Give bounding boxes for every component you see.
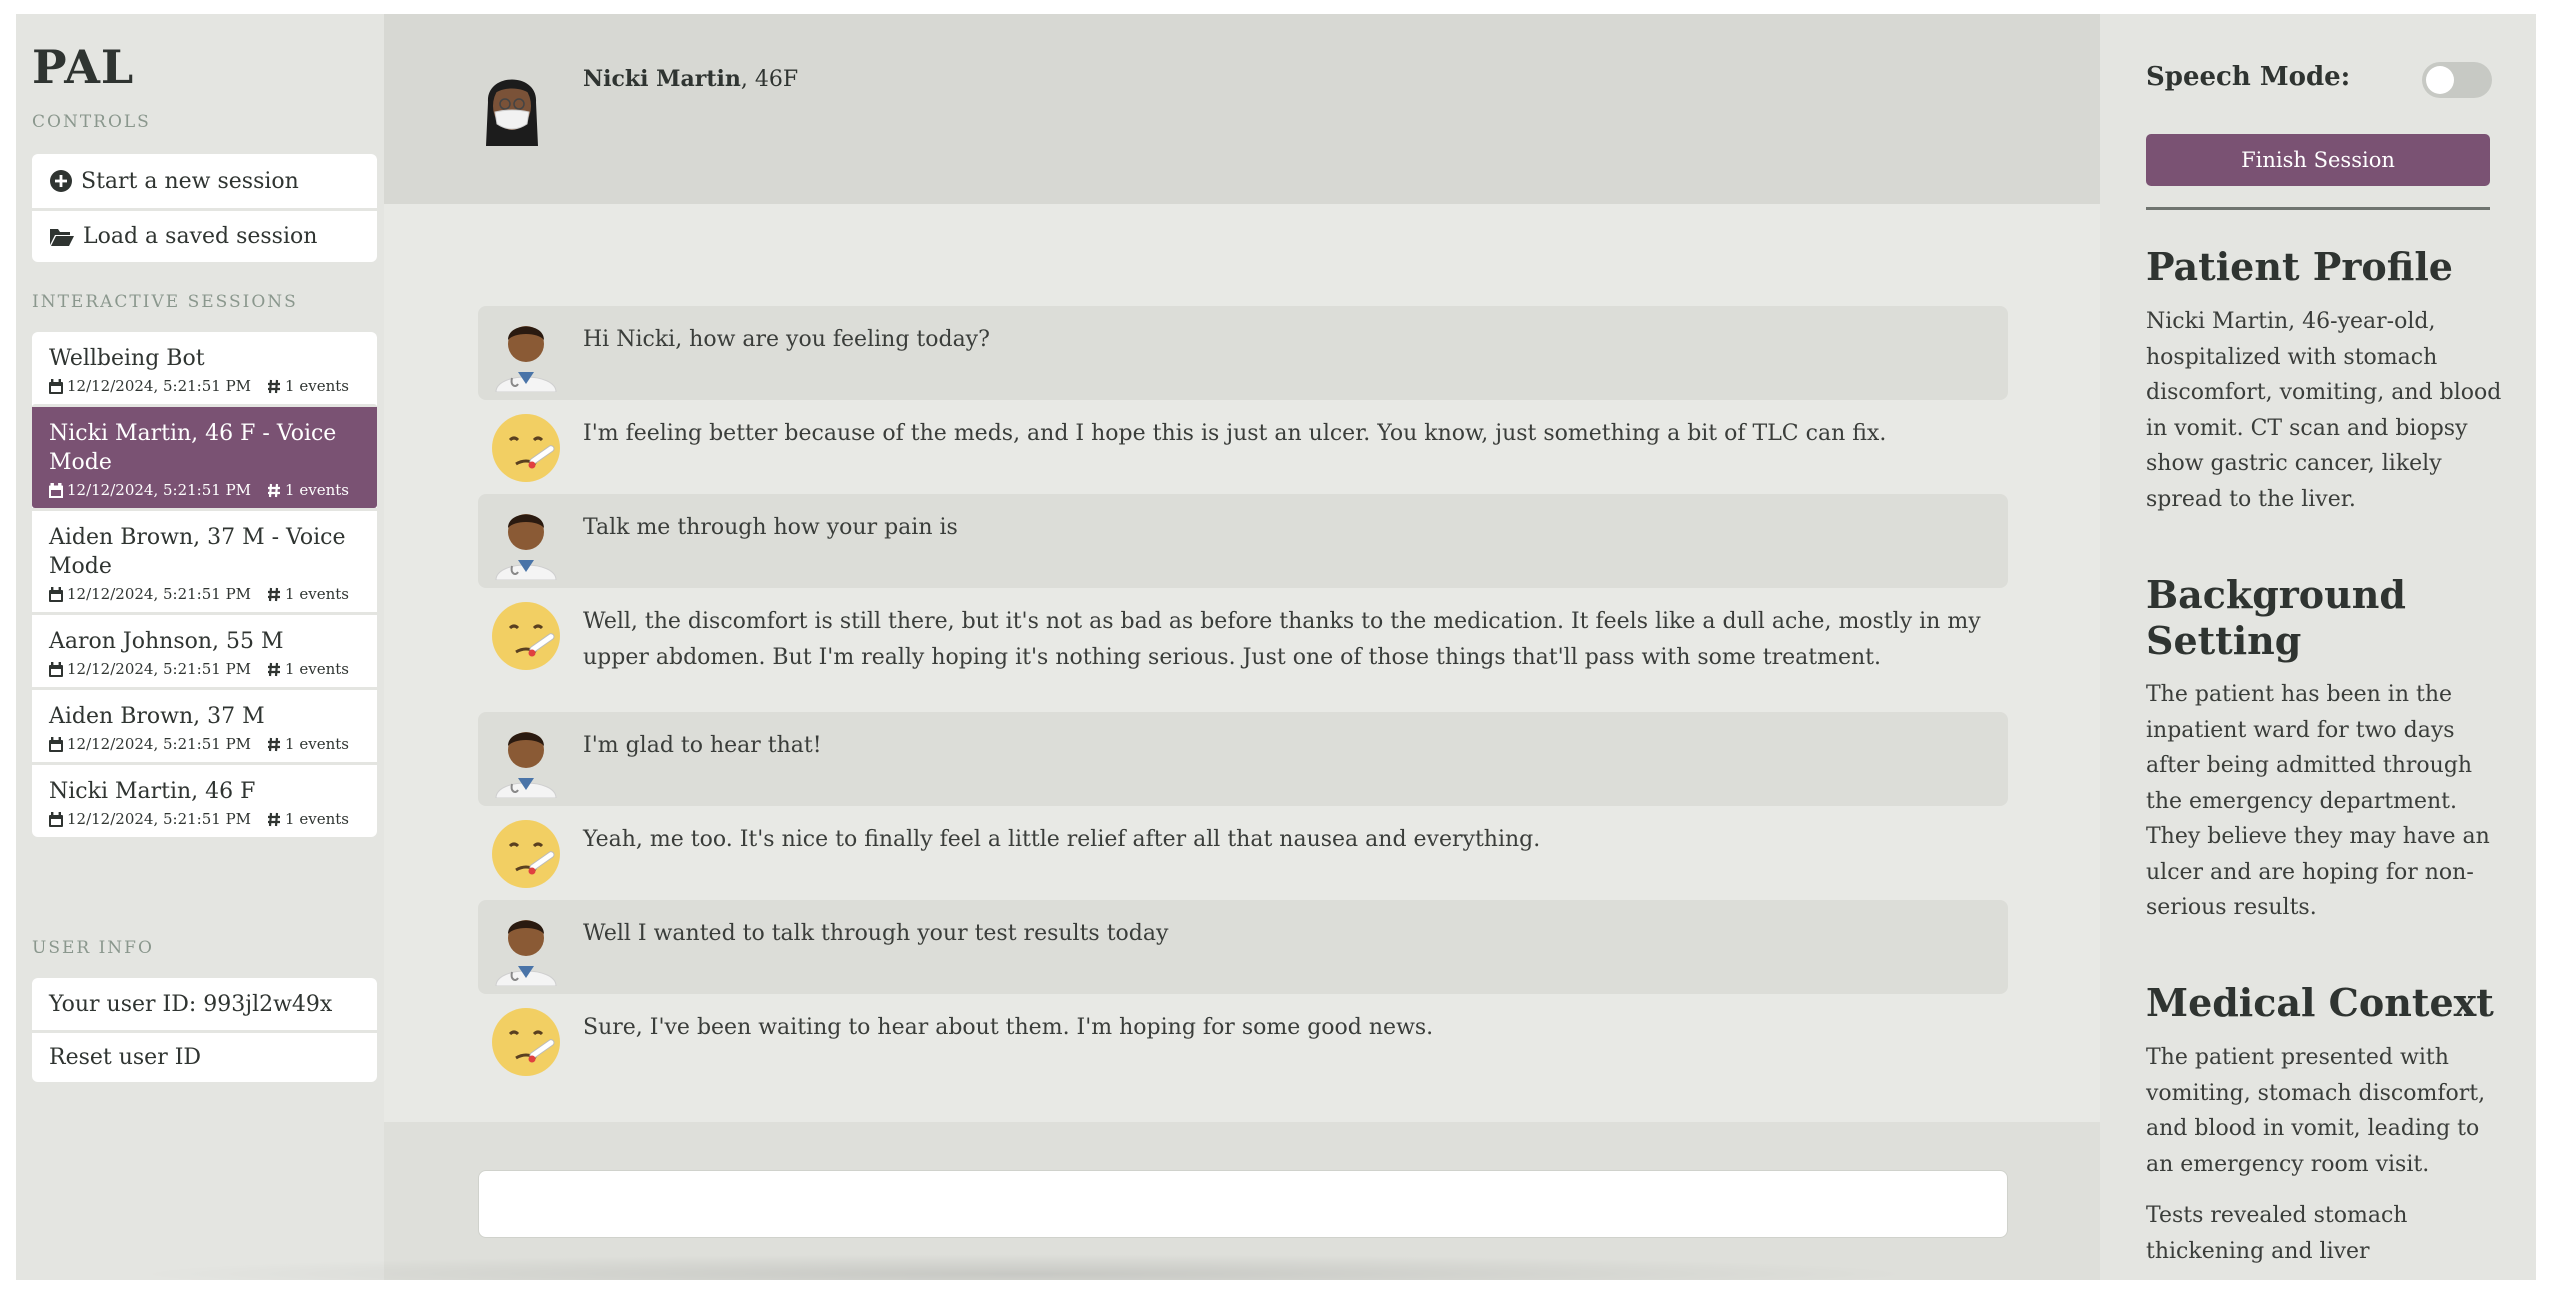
doctor-avatar-icon — [488, 720, 564, 798]
session-date: 12/12/2024, 5:21:51 PM — [67, 585, 252, 603]
message-doctor — [478, 900, 2008, 994]
interactive-sessions-label: INTERACTIVE SESSIONS — [32, 292, 298, 312]
session-title: Nicki Martin, 46 F — [49, 779, 256, 804]
session-events: 1 events — [285, 481, 349, 499]
chat-area — [384, 14, 2100, 1280]
session-item[interactable] — [32, 332, 377, 404]
hash-icon — [267, 662, 281, 677]
message-text: Well, the discomfort is still there, but it's not as bad as before thanks to the medication. It feels like a dull ache, mostly in my upper abdomen. But I'm really hoping it's nothing serious. Just one of those things that'll pass with some treatment. — [583, 609, 1981, 670]
calendar-icon — [49, 737, 63, 752]
patient-meta: , 46F — [740, 67, 799, 92]
hash-icon — [267, 379, 281, 394]
session-title: Nicki Martin, 46 F - Voice Mode — [49, 421, 337, 475]
message-text: I'm feeling better because of the meds, and I hope this is just an ulcer. You know, just something a bit of TLC can fix. — [583, 421, 1887, 446]
plus-circle-icon — [49, 169, 73, 193]
doctor-avatar-icon — [488, 502, 564, 580]
sick-face-avatar-icon — [488, 1002, 564, 1080]
session-item[interactable] — [32, 762, 377, 837]
sick-face-avatar-icon — [488, 408, 564, 486]
chat-header — [384, 14, 2100, 204]
background-setting-heading: Background Setting — [2146, 572, 2406, 663]
user-info-label: USER INFO — [32, 938, 154, 958]
message-text: Hi Nicki, how are you feeling today? — [583, 327, 990, 352]
controls-label: CONTROLS — [32, 112, 151, 132]
load-saved-session-button[interactable] — [32, 208, 377, 262]
divider — [2146, 207, 2490, 210]
session-date: 12/12/2024, 5:21:51 PM — [67, 810, 252, 828]
app-window — [16, 14, 2536, 1280]
user-info-card — [32, 978, 377, 1082]
calendar-icon — [49, 379, 63, 394]
calendar-icon — [49, 662, 63, 677]
doctor-avatar-icon — [488, 908, 564, 986]
session-events: 1 events — [285, 377, 349, 395]
hash-icon — [267, 812, 281, 827]
reset-user-id-button[interactable]: Reset user ID — [32, 1030, 377, 1082]
finish-session-button[interactable]: Finish Session — [2146, 134, 2490, 186]
patient-name: Nicki Martin — [583, 66, 741, 92]
message-patient — [478, 400, 2008, 494]
hash-icon — [267, 737, 281, 752]
sessions-list — [32, 332, 377, 837]
message-text: Yeah, me too. It's nice to finally feel a little relief after all that nausea and everything. — [583, 827, 1541, 852]
session-item[interactable] — [32, 687, 377, 762]
message-patient — [478, 806, 2008, 900]
controls-card — [32, 154, 377, 262]
medical-context-heading: Medical Context — [2146, 980, 2494, 1025]
session-date: 12/12/2024, 5:21:51 PM — [67, 377, 252, 395]
session-item[interactable] — [32, 612, 377, 687]
session-title: Wellbeing Bot — [49, 346, 205, 371]
user-id-display: Your user ID: 993jl2w49x — [49, 991, 333, 1017]
calendar-icon — [49, 812, 63, 827]
session-panel — [2100, 14, 2536, 1280]
session-events: 1 events — [285, 735, 349, 753]
message-doctor — [478, 494, 2008, 588]
start-new-session-button[interactable] — [32, 154, 377, 208]
session-title: Aiden Brown, 37 M - Voice Mode — [49, 525, 346, 579]
session-date: 12/12/2024, 5:21:51 PM — [67, 481, 252, 499]
medical-context-text-2: Tests revealed stomach thickening and liver — [2146, 1203, 2408, 1264]
sidebar — [16, 14, 384, 1280]
session-date: 12/12/2024, 5:21:51 PM — [67, 735, 252, 753]
calendar-icon — [49, 483, 63, 498]
session-events: 1 events — [285, 585, 349, 603]
patient-masked-avatar-icon — [480, 62, 544, 152]
session-date: 12/12/2024, 5:21:51 PM — [67, 660, 252, 678]
message-patient — [478, 994, 2008, 1088]
app-title: PAL — [32, 40, 135, 94]
message-text: Talk me through how your pain is — [583, 515, 958, 540]
session-item-active[interactable] — [32, 404, 377, 508]
message-text: Sure, I've been waiting to hear about them. I'm hoping for some good news. — [583, 1015, 1434, 1040]
sick-face-avatar-icon — [488, 814, 564, 892]
folder-open-icon — [49, 226, 75, 248]
message-doctor — [478, 306, 2008, 400]
hash-icon — [267, 587, 281, 602]
load-saved-session-label: Load a saved session — [83, 224, 318, 249]
speech-mode-label: Speech Mode: — [2146, 62, 2351, 92]
session-events: 1 events — [285, 660, 349, 678]
speech-mode-toggle[interactable] — [2422, 62, 2492, 98]
chat-patient-title — [583, 66, 798, 92]
medical-context-text: The patient presented with vomiting, stomach discomfort, and blood in vomit, leading to an emergency room visit. — [2146, 1045, 2486, 1177]
session-item[interactable] — [32, 508, 377, 612]
doctor-avatar-icon — [488, 314, 564, 392]
message-input[interactable] — [478, 1170, 2008, 1238]
background-setting-text: The patient has been in the inpatient ward for two days after being admitted through the emergency department. They believe they may have an ulcer and are hoping for non-serious results. — [2146, 682, 2490, 920]
session-events: 1 events — [285, 810, 349, 828]
message-text: I'm glad to hear that! — [583, 733, 822, 758]
session-title: Aaron Johnson, 55 M — [49, 629, 284, 654]
composer-shadow — [124, 1254, 1924, 1280]
start-new-session-label: Start a new session — [81, 168, 299, 194]
patient-profile-text: Nicki Martin, 46-year-old, hospitalized with stomach discomfort, vomiting, and blood in vomit. CT scan and biopsy show gastric cancer, likely spread to the liver. — [2146, 309, 2502, 512]
message-doctor — [478, 712, 2008, 806]
message-text: Well I wanted to talk through your test results today — [583, 921, 1169, 946]
calendar-icon — [49, 587, 63, 602]
message-patient — [478, 588, 2008, 700]
patient-profile-heading: Patient Profile — [2146, 244, 2453, 289]
session-title: Aiden Brown, 37 M — [49, 704, 265, 729]
hash-icon — [267, 483, 281, 498]
toggle-knob — [2426, 66, 2454, 94]
sick-face-avatar-icon — [488, 596, 564, 674]
